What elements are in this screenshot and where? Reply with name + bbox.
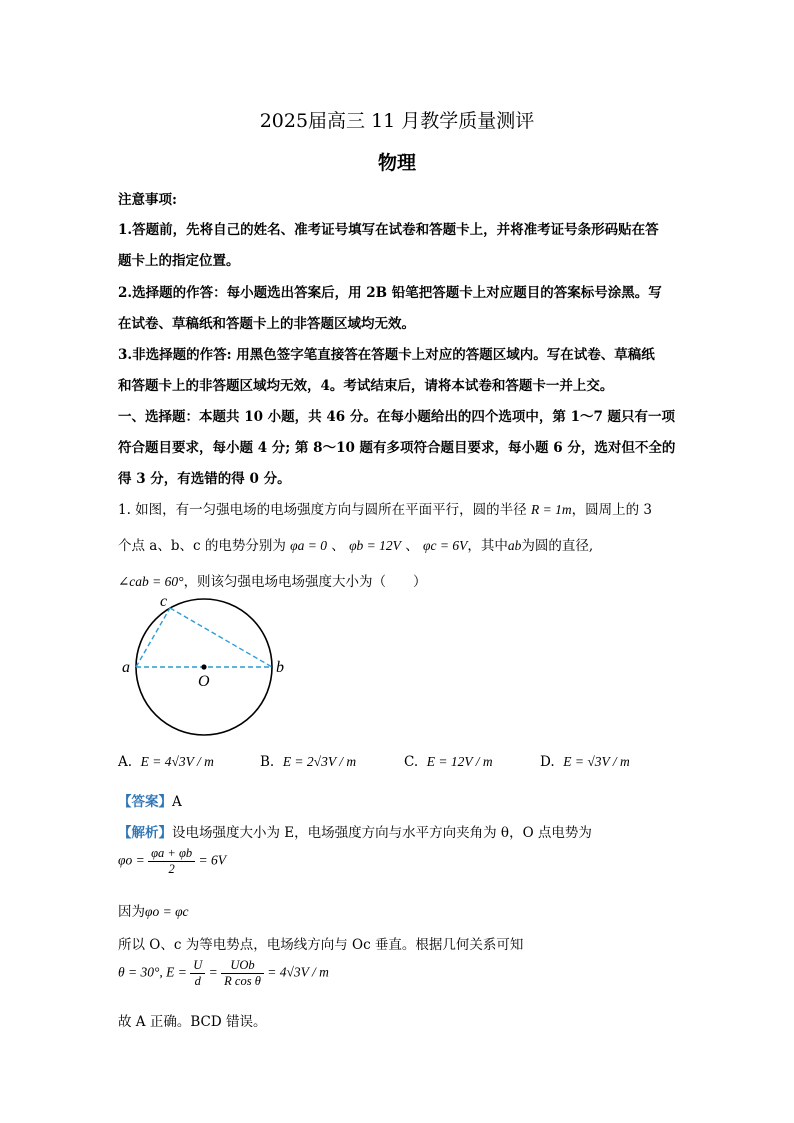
note-1b: 题卡上的指定位置。 xyxy=(118,253,240,269)
note-2a: 2.选择题的作答：每小题选出答案后，用 2B 铅笔把答题卡上对应题目的答案标号涂黑。写 xyxy=(118,285,662,301)
q1-line-1: 1. 如图，有一匀强电场的电场强度方向与圆所在平面平行，圆的半径 R = 1m，圆周上的 3 xyxy=(118,502,652,518)
answer-line xyxy=(118,790,182,810)
equation-phi-o: φo = $\frac{\varphi a + \varphi b}{2}$ = 6V xyxy=(118,846,226,876)
note-3b: 和答题卡上的非答题区域均无效，4。考试结束后，请将本试卷和答题卡一并上交。 xyxy=(118,378,614,394)
label-o: O xyxy=(198,673,210,690)
equation-e: θ = 30°, E = $\frac{U}{d}$ = $\frac{\text{UOb}}{\text{R cos θ}}$ = 4√3V / m xyxy=(118,958,329,988)
center-dot xyxy=(201,664,206,669)
note-2b: 在试卷、草稿纸和答题卡上的非答题区域均无效。 xyxy=(118,316,415,332)
subject-title: 物理 xyxy=(377,152,416,174)
option-a: A. E = 4√3V / m xyxy=(118,754,214,770)
analysis-line-1: 【解析】设电场强度大小为 E，电场强度方向与水平方向夹角为 θ，O 点电势为 xyxy=(118,825,592,841)
q1-line-2: 个点 a、b、c 的电势分别为 φa = 0 、 φb = 12V 、 φc = 6V，其中ab为圆的直径, xyxy=(118,538,594,554)
analysis-tag: 【解析】 xyxy=(118,825,172,841)
label-c: c xyxy=(160,593,168,610)
section-line-1: 一、选择题：本题共 10 小题，共 46 分。在每小题给出的四个选项中，第 1～7 题只有一项 xyxy=(118,409,676,425)
note-1a: 1.答题前，先将自己的姓名、准考证号填写在试卷和答题卡上，并将准考证号条形码贴在答 xyxy=(118,222,659,238)
option-d: D. E = √3V / m xyxy=(540,754,630,770)
page-title: 2025届高三 11 月教学质量测评 xyxy=(259,110,535,132)
chord-cb xyxy=(170,608,272,667)
label-a: a xyxy=(122,659,130,676)
section-line-3: 得 3 分，有选错的得 0 分。 xyxy=(118,471,291,487)
analysis-line-2: 因为φo = φc xyxy=(118,904,189,920)
option-b: B. E = 2√3V / m xyxy=(260,754,357,770)
chord-ac xyxy=(136,608,170,667)
circle-diagram xyxy=(118,592,298,742)
analysis-line-3: 所以 O、c 为等电势点，电场线方向与 Oc 垂直。根据几何关系可知 xyxy=(118,937,524,953)
analysis-line-4: 故 A 正确。BCD 错误。 xyxy=(118,1014,267,1030)
note-3a: 3.非选择题的作答: 用黑色签字笔直接答在答题卡上对应的答题区域内。写在试卷、草稿纸 xyxy=(118,347,655,363)
label-b: b xyxy=(276,659,284,676)
q1-line-3: ∠cab = 60°，则该匀强电场电场强度大小为（ ） xyxy=(118,574,427,590)
answer-tag: 【答案】 xyxy=(118,794,172,810)
option-c: C. E = 12V / m xyxy=(404,754,493,770)
section-line-2: 符合题目要求，每小题 4 分; 第 8～10 题有多项符合题目要求，每小题 6 分，选对但不全的 xyxy=(118,440,676,456)
notes-heading: 注意事项: xyxy=(118,192,177,208)
answer-value: A xyxy=(172,794,182,810)
